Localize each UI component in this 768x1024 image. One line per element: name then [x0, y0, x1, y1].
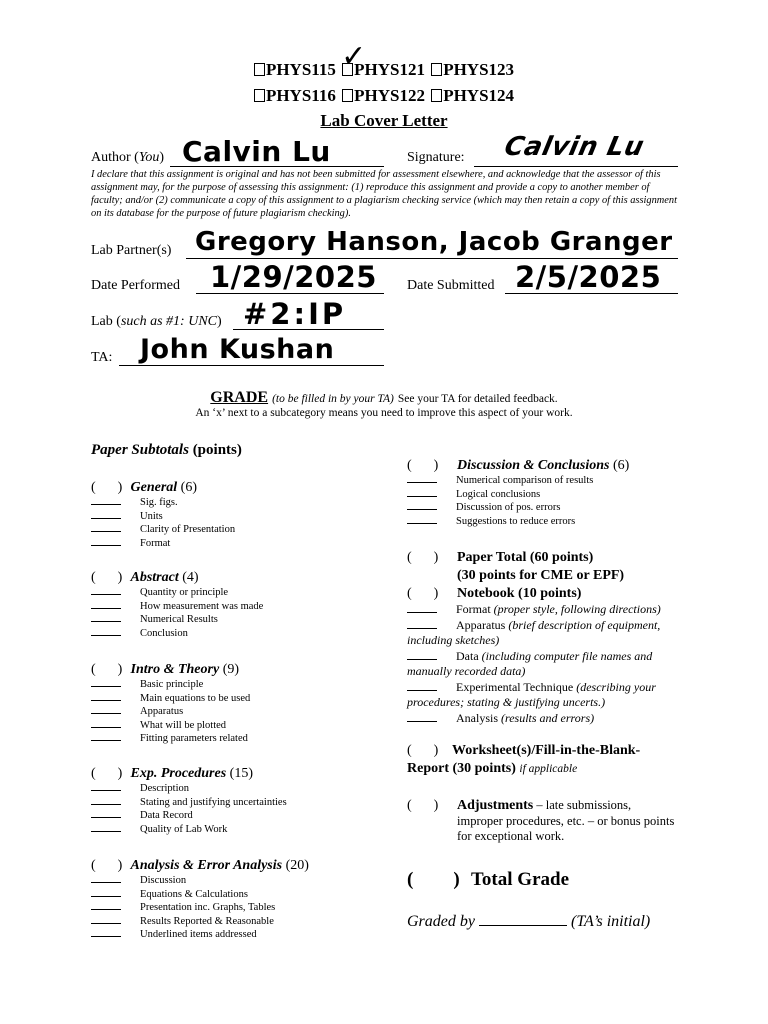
paper-total: ( ) Paper Total (60 points) (30 points for CME or EPF) — [407, 550, 625, 583]
section-heading: ( ) Exp. Procedures (15) — [91, 766, 253, 781]
section-heading: ( ) Discussion & Conclusions (6) — [407, 458, 630, 473]
lab-value[interactable]: #2:IP — [243, 297, 347, 331]
section-abstract — [91, 570, 391, 640]
list-item: Underlined items addressed — [91, 928, 391, 942]
list-item: Suggestions to reduce errors — [407, 515, 707, 529]
list-item: Clarity of Presentation — [91, 523, 391, 537]
list-item-continued: including sketches) — [407, 633, 500, 647]
list-item: Presentation inc. Graphs, Tables — [91, 901, 391, 915]
lab-partners-value[interactable]: Gregory Hanson, Jacob Granger — [195, 227, 673, 257]
score-field[interactable]: ( ) — [91, 570, 123, 585]
lab-label: Lab (such as #1: UNC) — [91, 314, 222, 329]
section-discussion — [407, 458, 707, 528]
list-item: Apparatus (brief description of equipment, — [407, 618, 707, 634]
list-item: Format — [91, 537, 391, 551]
section-analysis — [91, 858, 391, 942]
list-item: Stating and justifying uncertainties — [91, 796, 391, 810]
course-option[interactable]: PHYS124 — [431, 86, 514, 106]
page-title: Lab Cover Letter — [320, 111, 448, 130]
worksheet: ( ) Worksheet(s)/Fill-in-the-Blank- Report (30 points) if applicable — [407, 743, 641, 776]
section-heading: ( ) Notebook (10 points) — [407, 586, 582, 601]
author-label: Author (You) — [91, 150, 165, 165]
list-item: Quantity or principle — [91, 586, 391, 600]
ta-line — [119, 365, 384, 366]
date-performed-value[interactable]: 1/29/2025 — [210, 260, 377, 294]
score-field[interactable]: ( ) — [91, 480, 123, 495]
section-general — [91, 480, 391, 550]
course-row-2 — [0, 86, 768, 106]
list-item: Units — [91, 510, 391, 524]
list-item: How measurement was made — [91, 600, 391, 614]
checkbox[interactable] — [254, 89, 265, 102]
course-option-checked[interactable]: ✓ PHYS121 — [341, 39, 425, 79]
total-grade: ( ) Total Grade — [407, 869, 569, 890]
date-submitted-value[interactable]: 2/5/2025 — [515, 260, 662, 294]
course-option[interactable]: PHYS123 — [431, 60, 514, 80]
checkmark-icon: ✓ — [341, 39, 367, 74]
date-submitted-label: Date Submitted — [407, 278, 495, 293]
list-item-continued: procedures; stating & justifying uncerts.) — [407, 695, 606, 709]
section-notebook — [407, 586, 707, 726]
score-field[interactable]: ( ) — [407, 458, 439, 473]
checkbox[interactable] — [254, 63, 265, 76]
paper-subtotals-heading: Paper Subtotals (points) — [91, 442, 242, 458]
course-option[interactable]: PHYS115 — [254, 60, 336, 80]
list-item: Results Reported & Reasonable — [91, 915, 391, 929]
author-value[interactable]: Calvin Lu — [182, 135, 331, 168]
grade-heading: GRADE (to be filled in by your TA) See your TA for detailed feedback. — [210, 389, 558, 406]
section-heading: ( ) Intro & Theory (9) — [91, 662, 240, 677]
list-item: Logical conclusions — [407, 488, 707, 502]
signature-value[interactable]: Calvin Lu — [501, 132, 647, 162]
list-item: Discussion — [91, 874, 391, 888]
list-item: Numerical comparison of results — [407, 474, 707, 488]
checkbox[interactable] — [342, 89, 353, 102]
list-item: Description — [91, 782, 391, 796]
adjustments: ( ) Adjustments – late submissions, improper procedures, etc. – or bonus points for exceptional work. — [407, 798, 675, 843]
list-item: Data Record — [91, 809, 391, 823]
list-item: Sig. figs. — [91, 496, 391, 510]
signature-label: Signature: — [407, 150, 465, 165]
section-intro-theory — [91, 662, 391, 746]
score-field[interactable]: ( ) — [91, 766, 123, 781]
list-item-continued: manually recorded data) — [407, 664, 526, 678]
list-item: Numerical Results — [91, 613, 391, 627]
score-field[interactable]: ( ) — [407, 586, 439, 601]
ta-label: TA: — [91, 350, 113, 365]
course-option[interactable]: PHYS122 — [342, 86, 425, 106]
section-heading: ( ) Analysis & Error Analysis (20) — [91, 858, 309, 873]
section-heading: ( ) Abstract (4) — [91, 570, 199, 585]
course-row-1 — [0, 39, 768, 80]
list-item: Fitting parameters related — [91, 732, 391, 746]
list-item: Basic principle — [91, 678, 391, 692]
score-field[interactable]: ( ) — [91, 662, 123, 677]
list-item: Data (including computer file names and — [407, 649, 707, 665]
checkbox[interactable] — [431, 63, 442, 76]
list-item: Analysis (results and errors) — [407, 711, 707, 727]
date-performed-label: Date Performed — [91, 278, 181, 293]
list-item: Discussion of pos. errors — [407, 501, 707, 515]
list-item: Format (proper style, following directions) — [407, 602, 707, 618]
checkbox[interactable] — [431, 89, 442, 102]
score-field[interactable]: ( ) — [407, 869, 460, 890]
ta-value[interactable]: John Kushan — [140, 334, 335, 365]
graded-by: Graded by (TA’s initial) — [407, 913, 651, 930]
section-heading: ( ) General (6) — [91, 480, 197, 495]
checkbox-checked[interactable] — [341, 39, 367, 76]
list-item: Main equations to be used — [91, 692, 391, 706]
grade-subline: An ‘x’ next to a subcategory means you need to improve this aspect of your work. — [195, 407, 573, 419]
list-item: Equations & Calculations — [91, 888, 391, 902]
declaration-text: I declare that this assignment is original and has not been submitted for assessment elsewhere, and acknowledge that the assessor of this assignment may, for the purpose of assessing this assignment: (1) reproduce this assignment and provide a copy to another member of faculty; and/or (2) communicate a copy of this assignment to a plagiarism checking service (which may then retain a copy of this assignment on its database for the purpose of future plagiarism checking). — [91, 169, 677, 219]
score-field[interactable]: ( ) — [407, 743, 439, 758]
score-field[interactable]: ( ) — [407, 550, 439, 565]
ta-initial-field[interactable] — [479, 912, 567, 926]
score-field[interactable]: ( ) — [407, 798, 439, 813]
list-item: Apparatus — [91, 705, 391, 719]
list-item: Quality of Lab Work — [91, 823, 391, 837]
list-item: Conclusion — [91, 627, 391, 641]
section-exp-procedures — [91, 766, 391, 836]
score-field[interactable]: ( ) — [91, 858, 123, 873]
list-item: What will be plotted — [91, 719, 391, 733]
course-option[interactable]: PHYS116 — [254, 86, 336, 106]
lab-partners-line — [186, 258, 678, 259]
signature-line — [474, 166, 678, 167]
lab-partners-label: Lab Partner(s) — [91, 243, 172, 258]
list-item: Experimental Technique (describing your — [407, 680, 707, 696]
